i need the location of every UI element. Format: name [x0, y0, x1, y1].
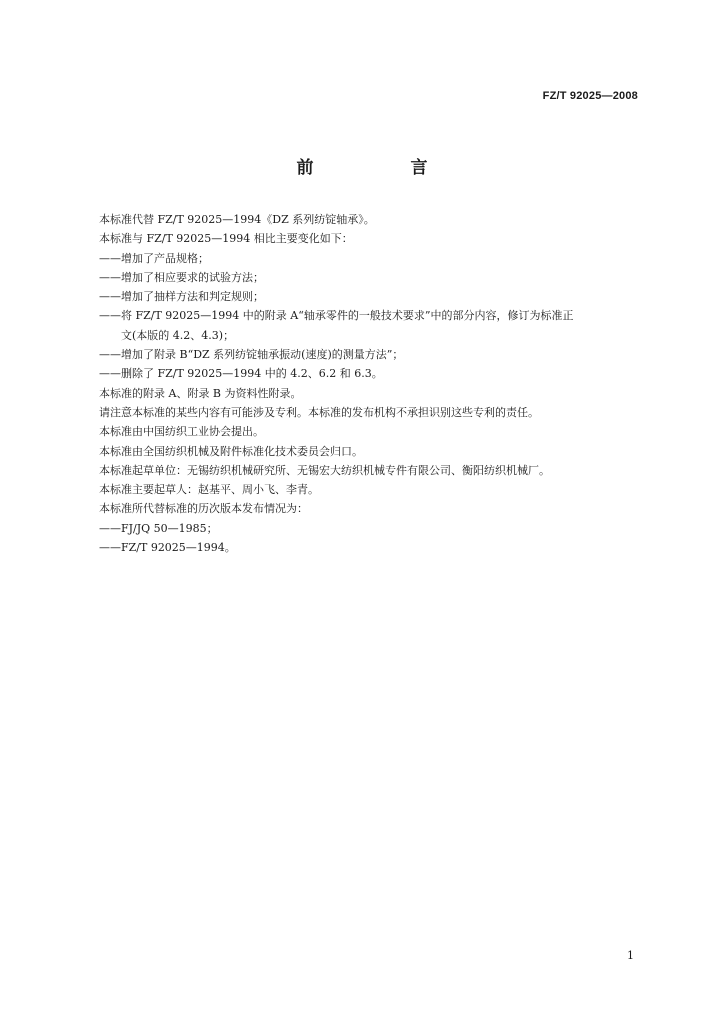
paragraph-line: 本标准与 FZ/T 92025—1994 相比主要变化如下：	[99, 232, 353, 246]
paragraph-line: 请注意本标准的某些内容有可能涉及专利。本标准的发布机构不承担识别这些专利的责任。	[99, 405, 539, 419]
paragraph-line: 本标准所代替标准的历次版本发布情况为：	[99, 502, 308, 516]
paragraph-line: 本标准的附录 A、附录 B 为资料性附录。	[99, 386, 302, 400]
list-item: ——增加了附录 B“DZ 系列纺锭轴承振动(速度)的测量方法”；	[99, 348, 404, 362]
standard-code-header: FZ/T 92025—2008	[542, 90, 638, 102]
list-item: ——增加了相应要求的试验方法；	[99, 270, 264, 284]
page-number: 1	[627, 949, 634, 962]
paragraph-line: 本标准由中国纺织工业协会提出。	[99, 425, 264, 439]
list-item: ——增加了抽样方法和判定规则；	[99, 290, 264, 304]
page-title: 前 言	[296, 158, 468, 178]
paragraph-line: 本标准代替 FZ/T 92025—1994《DZ 系列纺锭轴承》。	[99, 213, 375, 226]
paragraph-line: 本标准起草单位：无锡纺织机械研究所、无锡宏大纺织机械专件有限公司、衡阳纺织机械厂。	[99, 463, 550, 477]
foreword-body	[99, 210, 644, 557]
list-item: ——将 FZ/T 92025—1994 中的附录 A“轴承零件的一般技术要求”中的部分内容，修订为标准正	[99, 309, 574, 323]
list-item: ——FJ/JQ 50—1985；	[99, 521, 218, 535]
list-item: ——FZ/T 92025—1994。	[99, 541, 236, 555]
list-item: ——删除了 FZ/T 92025—1994 中的 4.2、6.2 和 6.3。	[99, 367, 383, 381]
paragraph-line: 本标准由全国纺织机械及附件标准化技术委员会归口。	[99, 444, 363, 458]
paragraph-line: 本标准主要起草人：赵基平、周小飞、李青。	[99, 483, 319, 497]
list-item-continuation: 文(本版的 4.2、4.3)；	[121, 328, 235, 342]
list-item: ——增加了产品规格；	[99, 251, 209, 265]
